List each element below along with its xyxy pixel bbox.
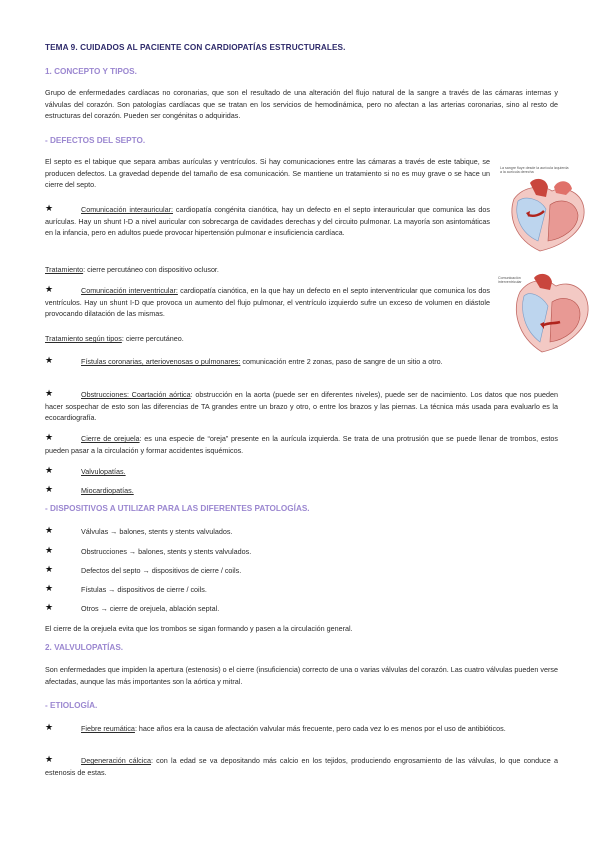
degeneracion-term: Degeneración cálcica — [81, 756, 151, 765]
obstrucciones-paragraph — [45, 389, 558, 424]
dispositivo-item: Válvulas → balones, stents y stents valvulados. — [81, 527, 233, 536]
bullet-star: ★ — [45, 355, 54, 365]
bullet-star: ★ — [45, 583, 54, 593]
civ-text: cardiopatía cianótica, en la que hay un defecto en el septo interventricular que comunica los dos ventrículos. Hay un shunt I-D que provoca un aumento del flujo pulmonar, el ventrículo izquierdo sufre un exceso de volumen en diástole provocando dilatación de las mismas. — [45, 286, 490, 319]
bullet-star: ★ — [45, 465, 54, 475]
bullet-star: ★ — [45, 545, 54, 555]
fistulas-paragraph — [45, 356, 490, 368]
civ-paragraph — [45, 285, 490, 320]
obstrucciones-term: Obstrucciones: Coartación aórtica — [81, 390, 191, 399]
cia-paragraph — [45, 204, 490, 239]
valvulopatias-paragraph: Son enfermedades que impiden la apertura (estenosis) o el cierre (insuficiencia) correcto de una o varias válvulas del corazón. Las cuatro válvulas pueden verse afectadas, aunque las más importantes son la aórtica y mitral. — [45, 665, 558, 686]
bullet-star: ★ — [45, 564, 54, 574]
tratamiento-line — [45, 264, 490, 276]
orejuela-text: : es una especie de “oreja” presente en la aurícula izquierda. Se trata de una protrusión que se puede llenar de trombos, estos pueden pasar a la circulación y formar accidentes isquémicos. — [45, 434, 558, 455]
section-heading-septo: - DEFECTOS DEL SEPTO. — [45, 136, 146, 145]
orejuela-paragraph — [45, 433, 558, 456]
section-heading-dispositivos: - DISPOSITIVOS A UTILIZAR PARA LAS DIFERENTES PATOLOGÍAS. — [45, 504, 310, 513]
fistulas-text: comunicación entre 2 zonas, paso de sangre de un sitio a otro. — [240, 357, 443, 366]
bullet-star: ★ — [45, 525, 54, 535]
dispositivo-item: Defectos del septo → dispositivos de cierre / coils. — [81, 566, 242, 575]
dispositivo-item: Fístulas → dispositivos de cierre / coils. — [81, 585, 207, 594]
section-heading-valvulopatias: 2. VALVULOPATÍAS. — [45, 643, 124, 652]
civ-term: Comunicación interventricular: — [81, 286, 178, 295]
bullet-star: ★ — [45, 754, 54, 764]
tratamiento2-text: : cierre percutáneo. — [121, 334, 184, 343]
bullet-star: ★ — [45, 602, 54, 612]
degeneracion-text: : con la edad se va depositando más calcio en los tejidos, produciendo engrosamiento de las válvulas, lo que conduce a estenosis de estas. — [45, 756, 558, 777]
figure-civ-caption: Comunicación interventricular — [498, 276, 522, 285]
dispositivos-closing: El cierre de la orejuela evita que los trombos se sigan formando y pasen a la circulación general. — [45, 624, 353, 633]
section-heading-concepto: 1. CONCEPTO Y TIPOS. — [45, 67, 137, 76]
dispositivo-item: Otros → cierre de orejuela, ablación septal. — [81, 604, 220, 613]
section-heading-etiologia: - ETIOLOGÍA. — [45, 701, 98, 710]
miocardiopatias-item: Miocardiopatías. — [81, 486, 134, 495]
heart-civ-illustration — [500, 272, 595, 358]
tratamiento-text: : cierre percutáneo con dispositivo oclusor. — [83, 265, 219, 274]
dispositivo-item: Obstrucciones → balones, stents y stents valvulados. — [81, 547, 252, 556]
fiebre-term: Fiebre reumática — [81, 724, 135, 733]
bullet-star: ★ — [45, 484, 54, 494]
tratamiento2-line — [45, 333, 490, 345]
degeneracion-paragraph — [45, 755, 558, 778]
fistulas-term: Fístulas coronarias, arteriovenosas o pulmonares: — [81, 357, 241, 366]
orejuela-term: Cierre de orejuela — [81, 434, 140, 443]
concepto-paragraph: Grupo de enfermedades cardíacas no coronarias, que son el resultado de una alteración del flujo natural de la sangre a través de las cámaras internas y válvulas del corazón. Son patologías cardíacas que se tratan en los servicios de hemodinámica, pero no afectan a las arterias coronarias, sino al resto de estructuras del corazón. Pueden ser congénitas o adquiridas. — [45, 88, 558, 121]
cia-term: Comunicación interauricular: — [81, 205, 173, 214]
fiebre-text: : hace años era la causa de afectación valvular más frecuente, pero cada vez lo es menos por el uso de antibióticos. — [134, 724, 506, 733]
figure-civ — [500, 272, 595, 363]
bullet-star: ★ — [45, 432, 54, 442]
septo-paragraph: El septo es el tabique que separa ambas aurículas y ventrículos. Si hay comunicaciones entre las cámaras a través de este tabique, se producen defectos. La gravedad depende del tamaño de esa comunicación. Se mantiene un tratamiento si no es muy grave o se hace un cierre del septo. — [45, 157, 490, 190]
figure-cia-caption: La sangre fluye desde la aurícula izquierda a la aurícula derecha — [500, 166, 569, 175]
tratamiento2-term: Tratamiento según tipos — [45, 334, 122, 343]
tratamiento-term: Tratamiento — [45, 265, 84, 274]
heart-cia-illustration — [500, 175, 595, 255]
fiebre-paragraph — [45, 723, 558, 735]
bullet-star: ★ — [45, 284, 54, 294]
bullet-star: ★ — [45, 203, 54, 213]
document-title: TEMA 9. CUIDADOS AL PACIENTE CON CARDIOPATÍAS ESTRUCTURALES. — [45, 43, 346, 52]
cia-text: cardiopatía congénita cianótica, hay un defecto en el septo interauricular que comunica las dos aurículas. Hay un shunt I-D a nivel auricular con sobrecarga de cavidades derechas y del circuito pulmonar. La mayoría son asintomáticas en la infancia, pero en adultos puede provocar hipertensión pulmonar e insuficiencia cardíaca. — [45, 205, 490, 238]
valvulopatias-item: Valvulopatías. — [81, 467, 126, 476]
obstrucciones-text: : obstrucción en la aorta (puede ser en diferentes niveles), puede ser de nacimiento. Los datos que nos pueden hacer sospechar de esto son las diferencias de TA grandes entre un brazo y otro, o entre los brazos y las piernas. La técnica más usada para evaluarlo es la ecocardiografía. — [45, 390, 558, 423]
bullet-star: ★ — [45, 722, 54, 732]
figure-cia — [500, 166, 595, 260]
bullet-star: ★ — [45, 388, 54, 398]
